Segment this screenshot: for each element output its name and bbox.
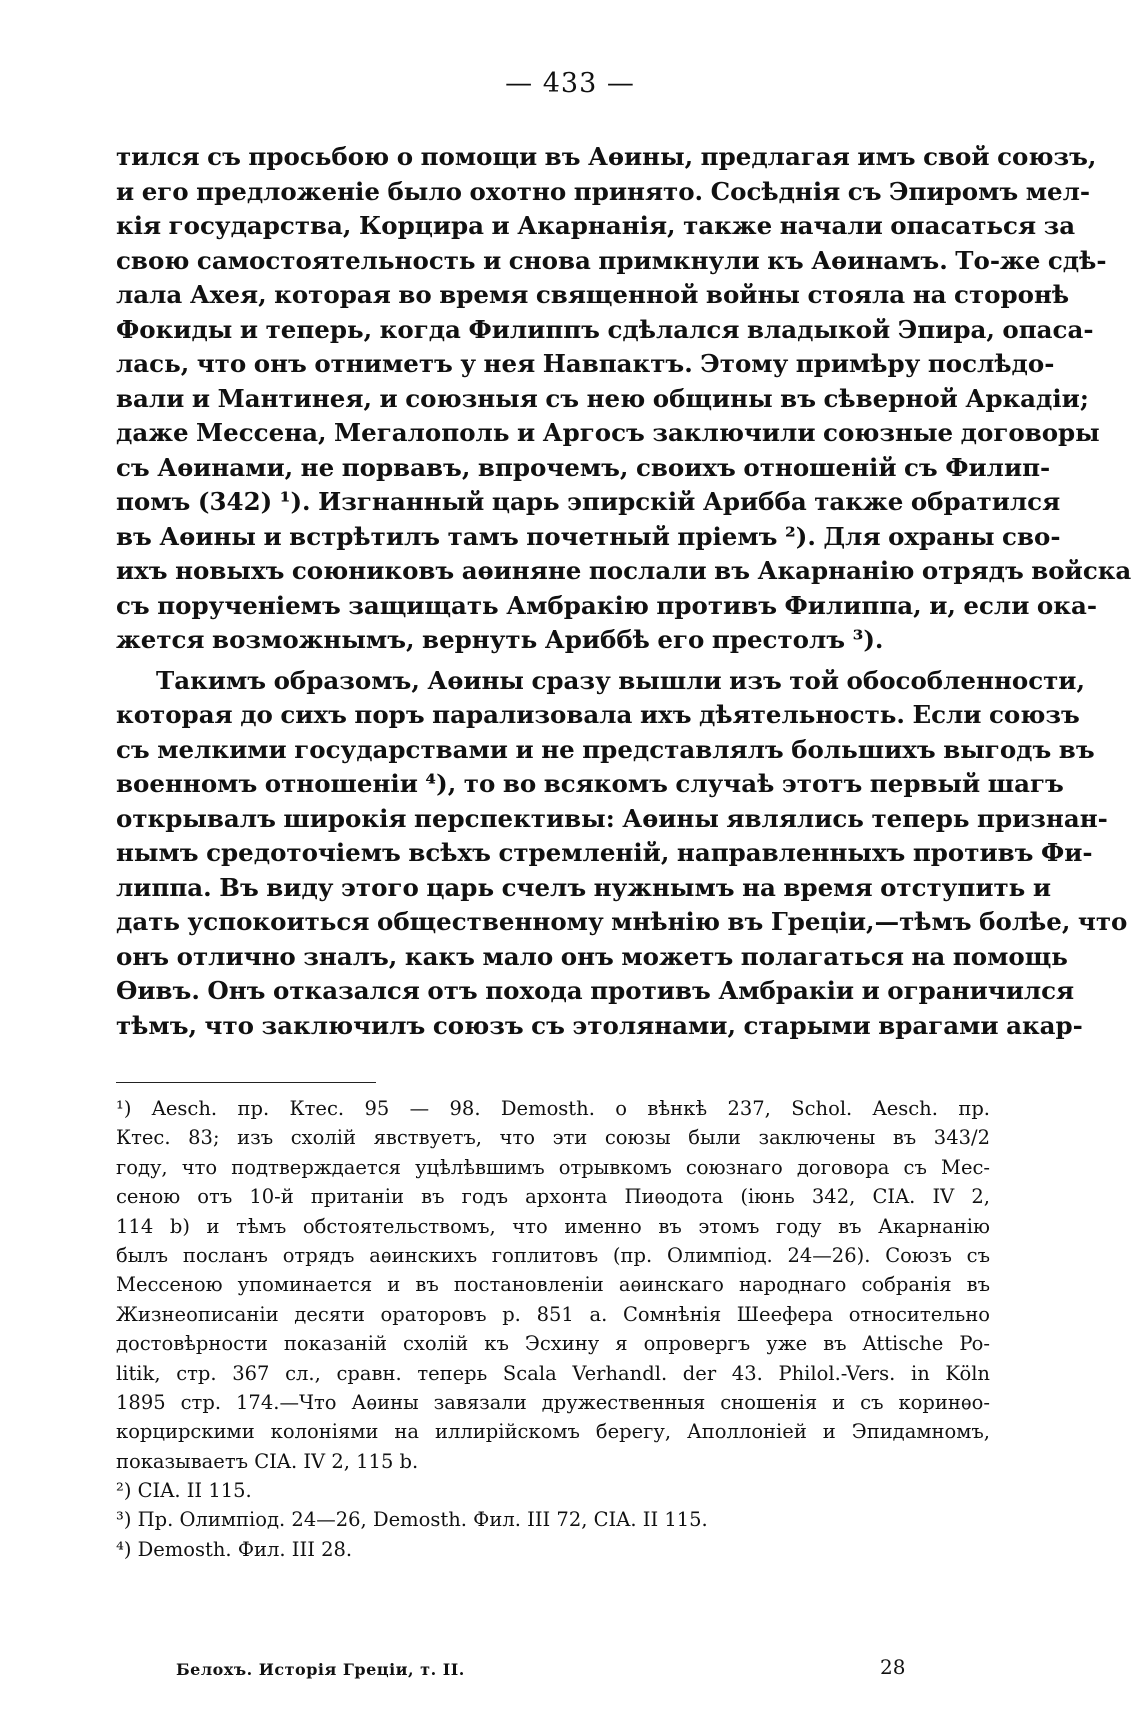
text-line: въ Аѳины и встрѣтилъ тамъ почетный пріемъ ²). Для охраны сво- [116, 521, 1061, 551]
footnote-line: ⁴) Demosth. Фил. III 28. [116, 1537, 353, 1561]
footnote-line: ¹) Aesch. пр. Ктес. 95 — 98. Demosth. о вѣнкѣ 237, Schol. Aesch. пр. [116, 1097, 990, 1120]
footnote-line: году, что подтверждается уцѣлѣвшимъ отрывкомъ союзнаго договора съ Мес- [116, 1155, 990, 1179]
sheet-number: 28 [880, 1655, 906, 1679]
text-line: Такимъ образомъ, Аѳины сразу вышли изъ той обособленности, [156, 665, 1086, 695]
footnote-line: ³) Пр. Олимпіод. 24—26, Demosth. Фил. III 72, CIA. II 115. [116, 1508, 708, 1532]
text-line: дать успокоиться общественному мнѣнію въ Греціи,—тѣмъ болѣе, что [116, 907, 1128, 936]
text-line: онъ отлично зналъ, какъ мало онъ можетъ полагаться на помощь [116, 941, 1068, 971]
main-text [116, 140, 1132, 1043]
footnote-line: сеною отъ 10-й пританіи въ годъ архонта Пиѳодота (іюнь 342, CIA. IV 2, [116, 1185, 990, 1209]
footnote-line: корцирскими колоніями на иллирійскомъ берегу, Аполлоніей и Эпидамномъ, [116, 1420, 990, 1444]
footnote-line: ²) CIA. II 115. [116, 1479, 252, 1503]
signature-line: Белохъ. Исторія Греціи, т. II. [176, 1660, 465, 1679]
text-line: липпа. Въ виду этого царь счелъ нужнымъ на время отступить и [116, 872, 1051, 902]
text-line: жется возможнымъ, вернуть Ариббѣ его престолъ ³). [116, 625, 884, 654]
text-line: помъ (342) ¹). Изгнанный царь эпирскій Ариббa также обратился [116, 487, 1061, 516]
text-line: Фокиды и теперь, когда Филиппъ сдѣлался владыкой Эпира, опаса- [116, 314, 1094, 344]
footnotes [116, 1094, 990, 1564]
text-line: военномъ отношеніи ⁴), то во всякомъ случаѣ этотъ первый шагъ [116, 769, 1064, 798]
footnote-line: 1895 стр. 174.—Что Аѳины завязали дружественныя сношенія и съ коринѳо- [116, 1390, 990, 1414]
footnote-line: Жизнеописаніи десяти ораторовъ р. 851 а. Сомнѣнія Шеефера относительно [116, 1302, 990, 1326]
footnote-line: Ктес. 83; изъ схолій явствуетъ, что эти союзы были заключены въ 343/2 [116, 1126, 990, 1150]
footnote-line: былъ посланъ отрядъ аѳинскихъ гоплитовъ (пр. Олимпіод. 24—26). Союзъ съ [116, 1243, 990, 1267]
footnote-line: Мессеною упоминается и въ постановленіи аѳинскаго народнаго собранія въ [116, 1273, 990, 1297]
page-number: — 433 — [505, 68, 635, 99]
footnote-line: litik, стр. 367 сл., сравн. теперь Scala Verhandl. der 43. Philol.-Vers. in Köln [116, 1361, 990, 1385]
text-line: лась, что онъ отниметъ у нея Навпактъ. Этому примѣру послѣдо- [116, 349, 1055, 378]
text-line: нымъ средоточіемъ всѣхъ стремленій, направленныхъ противъ Фи- [116, 838, 1093, 867]
text-line: тился съ просьбою о помощи въ Аѳины, предлагая имъ свой союзъ, [116, 142, 1097, 171]
text-line: съ порученіемъ защищать Амбракію противъ Филиппа, и, если ока- [116, 590, 1097, 620]
text-line: открывалъ широкія перспективы: Аѳины являлись теперь признан- [116, 803, 1108, 833]
text-line: даже Мессена, Мегалополь и Аргосъ заключили союзные договоры [116, 418, 1100, 447]
text-line: свою самостоятельность и снова примкнули къ Аѳинамъ. То-же сдѣ- [116, 245, 1107, 275]
text-line: кія государства, Корцира и Акарнанія, также начали опасаться за [116, 211, 1076, 240]
text-line: лала Ахея, которая во время священной войны стояла на сторонѣ [116, 280, 1070, 309]
text-line: Ѳивъ. Онъ отказался отъ похода противъ Амбракіи и ограничился [116, 976, 1075, 1005]
footnote-line: 114 b) и тѣмъ обстоятельствомъ, что именно въ этомъ году въ Акарнанію [116, 1214, 990, 1238]
text-line: съ мелкими государствами и не представлялъ большихъ выгодъ въ [116, 734, 1095, 764]
footnote-divider [116, 1082, 376, 1083]
footnote-line: достовѣрности показаній схолій къ Эсхину я опровергъ уже въ Attische Po- [116, 1332, 990, 1356]
footnote-line: показываетъ CIA. IV 2, 115 b. [116, 1449, 419, 1473]
text-line: вали и Мантинея, и союзныя съ нею общины въ сѣверной Аркадіи; [116, 383, 1089, 413]
text-line: тѣмъ, что заключилъ союзъ съ этолянами, старыми врагами акар- [116, 1010, 1083, 1040]
text-line: съ Аѳинами, не порвавъ, впрочемъ, своихъ отношеній съ Филип- [116, 452, 1051, 482]
text-line: которая до сихъ поръ парализовала ихъ дѣятельность. Если союзъ [116, 700, 1080, 729]
text-line: и его предложеніе было охотно принято. Сосѣднія съ Эпиромъ мел- [116, 176, 1091, 206]
text-line: ихъ новыхъ союниковъ аѳиняне послали въ Акарнанію отрядъ войска [116, 556, 1132, 585]
